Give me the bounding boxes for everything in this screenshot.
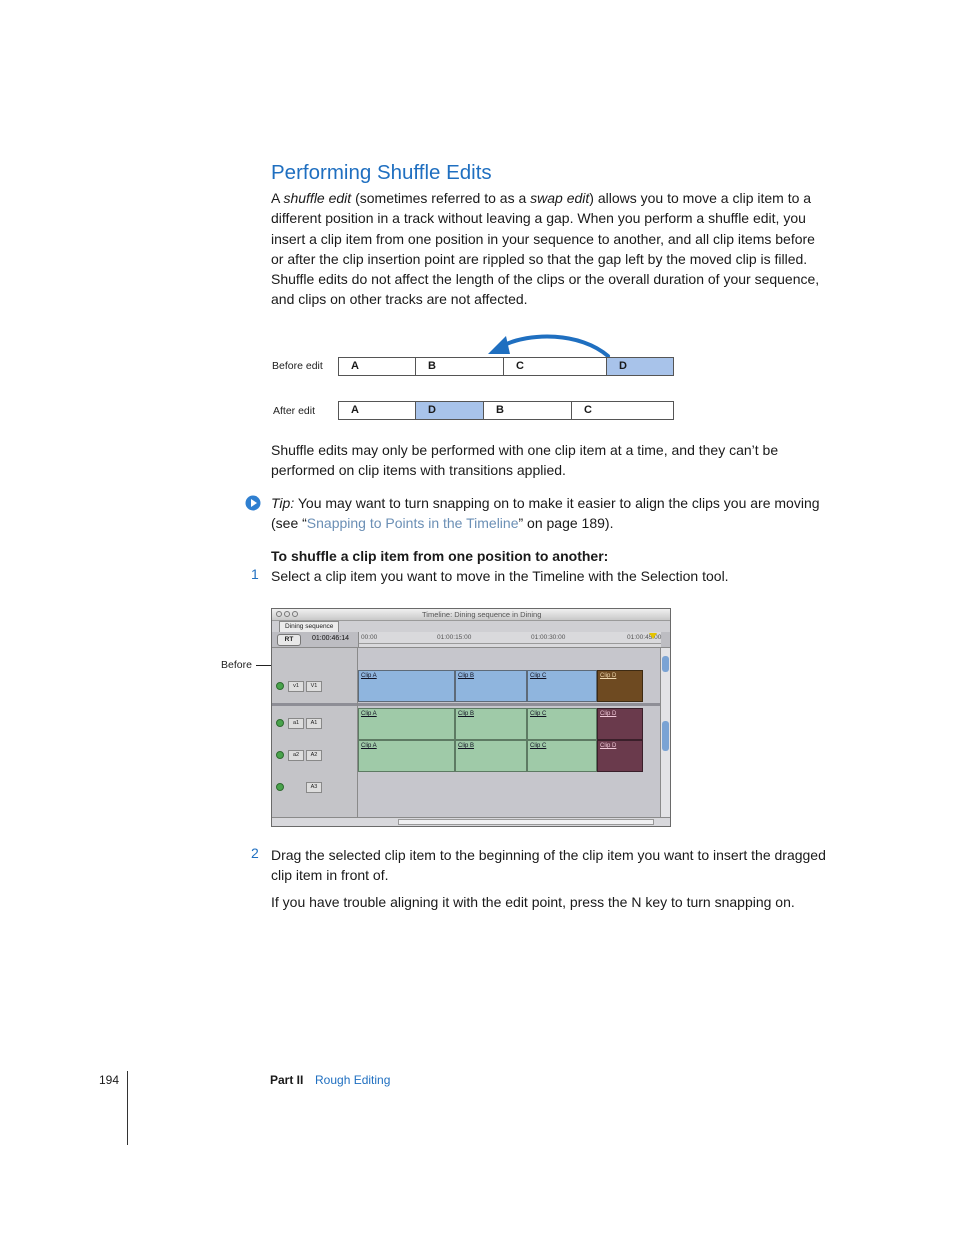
step-1-number: 1	[251, 566, 259, 582]
video-clip-d-selected[interactable]: Clip D	[597, 670, 643, 702]
track-audible-icon[interactable]	[276, 783, 284, 791]
section-heading: Performing Shuffle Edits	[271, 161, 492, 184]
audio-clip-c2[interactable]: Clip C	[527, 740, 597, 772]
footer-rule	[127, 1071, 128, 1145]
close-window-icon[interactable]	[276, 611, 282, 617]
dest-track-a1[interactable]: A1	[306, 718, 322, 729]
audio-clip-a1[interactable]: Clip A	[358, 708, 455, 740]
ruler-label: 01:00:15:00	[437, 634, 472, 641]
tip-arrow-icon	[245, 495, 261, 511]
tip-label: Tip:	[271, 495, 295, 511]
timeline-bottom-bar	[272, 817, 670, 827]
intro-text-2: (sometimes referred to as a	[351, 190, 531, 206]
playhead-icon[interactable]	[649, 633, 657, 639]
ruler-baseline	[359, 643, 661, 644]
term-swap-edit: swap edit	[530, 190, 590, 206]
intro-paragraph	[271, 188, 831, 310]
before-edit-label: Before edit	[272, 360, 323, 372]
page-number: 194	[99, 1073, 120, 1087]
audio-clip-b2[interactable]: Clip B	[455, 740, 527, 772]
timeline-window-title: Timeline: Dining sequence in Dining	[422, 610, 542, 619]
video-clip-a[interactable]: Clip A	[358, 670, 455, 702]
after-edit-strip	[338, 401, 674, 420]
before-clip-d: D	[607, 357, 674, 376]
audio-clip-d1-selected[interactable]: Clip D	[597, 708, 643, 740]
tip-text-1: You may want to turn snapping on to make it easier to align the clips you are moving (see “	[271, 495, 820, 532]
ruler-label: 00:00	[361, 634, 378, 641]
audio-clip-a2[interactable]: Clip A	[358, 740, 455, 772]
sequence-tab[interactable]: Dining sequence	[279, 621, 339, 632]
video-audio-divider	[272, 703, 357, 706]
source-track-v1[interactable]: v1	[288, 681, 304, 692]
track-visibility-icon[interactable]	[276, 682, 284, 690]
timeline-titlebar	[272, 609, 670, 621]
zoom-window-icon[interactable]	[292, 611, 298, 617]
before-callout-label: Before	[221, 659, 252, 671]
footer-section: Rough Editing	[315, 1073, 391, 1087]
ruler-label: 01:00:45:00	[627, 634, 662, 641]
vertical-scrollbar[interactable]	[660, 648, 671, 817]
after-clip-b: B	[484, 401, 572, 420]
minimize-window-icon[interactable]	[284, 611, 290, 617]
restriction-paragraph: Shuffle edits may only be performed with one clip item at a time, and they can’t be performed on clip items with transitions applied.	[271, 442, 779, 479]
ruler-label: 01:00:30:00	[531, 634, 566, 641]
step-2-text: Drag the selected clip item to the beginning of the clip item you want to insert the dragged clip item in front of.	[271, 847, 826, 884]
horizontal-scrollbar[interactable]	[398, 819, 654, 825]
timeline-ruler[interactable]	[358, 632, 661, 647]
dest-track-v1[interactable]: V1	[306, 681, 322, 692]
audio-clip-d2-selected[interactable]: Clip D	[597, 740, 643, 772]
track-divider	[358, 703, 660, 706]
cross-reference-link[interactable]: Snapping to Points in the Timeline	[306, 515, 519, 532]
current-timecode[interactable]: 01:00:46:14	[312, 635, 349, 642]
after-edit-label: After edit	[273, 405, 316, 417]
track-audible-icon[interactable]	[276, 719, 284, 727]
after-clip-c: C	[572, 401, 674, 420]
scroll-thumb[interactable]	[662, 656, 669, 672]
audio-clip-b1[interactable]: Clip B	[455, 708, 527, 740]
before-clip-b: B	[416, 357, 504, 376]
rt-popup-button[interactable]: RT	[277, 634, 301, 646]
dest-track-a2[interactable]: A2	[306, 750, 322, 761]
timeline-window	[271, 608, 671, 827]
move-arrow-icon	[480, 328, 620, 360]
source-track-a2[interactable]: a2	[288, 750, 304, 761]
before-clip-a: A	[338, 357, 416, 376]
scroll-thumb[interactable]	[662, 721, 669, 751]
timeline-tracks	[358, 648, 660, 817]
video-clip-c[interactable]: Clip C	[527, 670, 597, 702]
track-audible-icon[interactable]	[276, 751, 284, 759]
footer-part: Part II	[270, 1073, 304, 1087]
callout-line	[256, 665, 271, 666]
step-1-text: Select a clip item you want to move in the Timeline with the Selection tool.	[271, 568, 729, 584]
track-headers	[272, 648, 358, 817]
audio-clip-c1[interactable]: Clip C	[527, 708, 597, 740]
after-clip-d: D	[416, 401, 484, 420]
video-clip-b[interactable]: Clip B	[455, 670, 527, 702]
intro-text-3: ) allows you to move a clip item to a different position in a track without leaving a gap. When you perform a shuffle edit, you insert a clip item from one position in your sequence to another, and all clip items before or after the clip insertion point are rippled so that the gap left by the moved clip is filled. Shuffle edits do not affect the length of the clips or the overall duration of your sequence, and clips on other tracks are not affected.	[271, 190, 820, 308]
step-2-note: If you have trouble aligning it with the edit point, press the N key to turn snapping on.	[271, 894, 795, 910]
tip-text-2: ” on page 189).	[518, 515, 614, 532]
intro-text-1: A	[271, 190, 284, 206]
before-clip-c: C	[504, 357, 607, 376]
dest-track-a3[interactable]: A3	[306, 782, 322, 793]
term-shuffle-edit: shuffle edit	[283, 190, 352, 206]
step-2-number: 2	[251, 845, 259, 861]
source-track-a1[interactable]: a1	[288, 718, 304, 729]
before-edit-strip	[338, 357, 674, 376]
after-clip-a: A	[338, 401, 416, 420]
tip-paragraph	[271, 493, 831, 534]
procedure-title: To shuffle a clip item from one position to another:	[271, 548, 609, 564]
